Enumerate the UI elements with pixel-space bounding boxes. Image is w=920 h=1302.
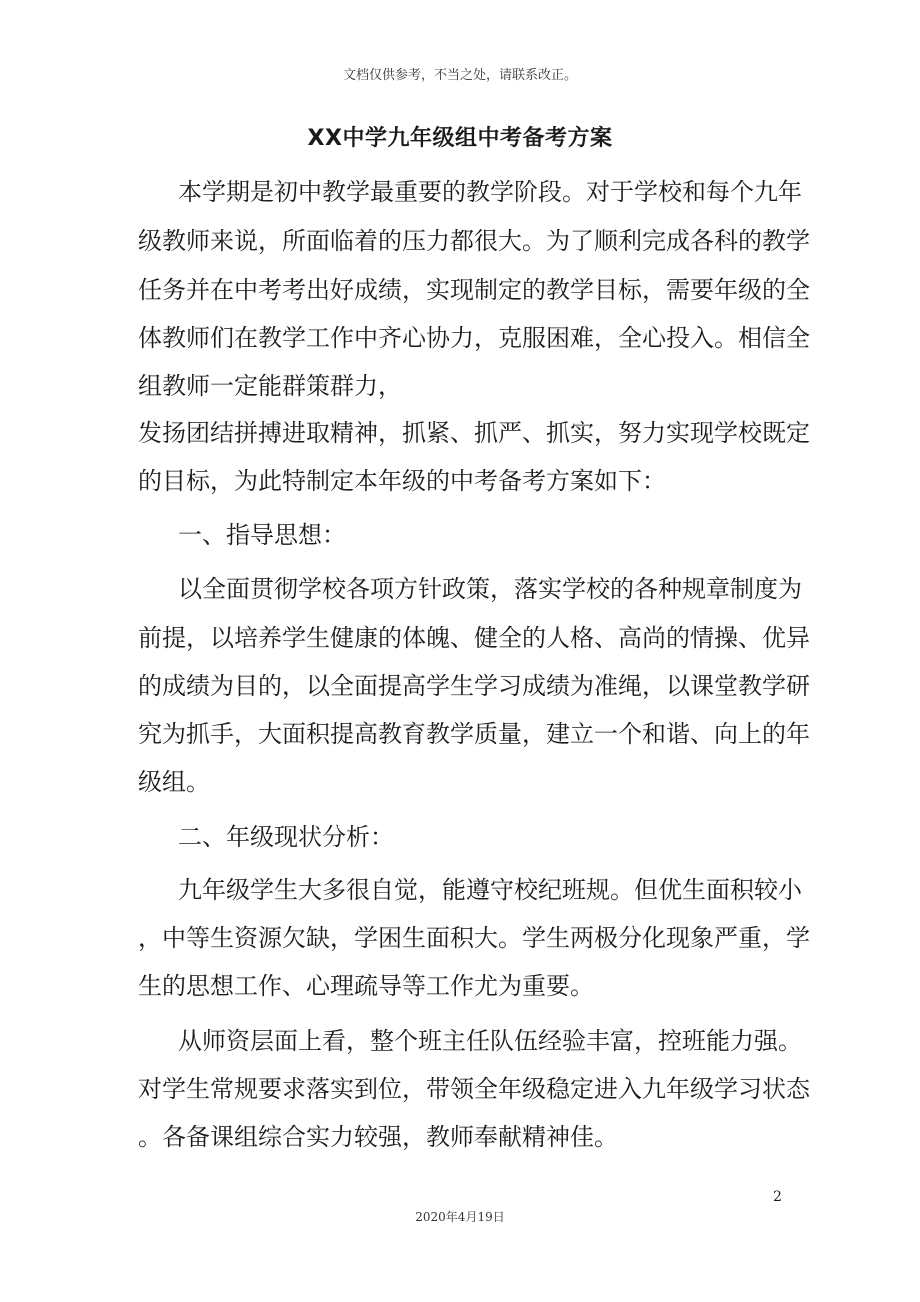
section-heading: 一、指导思想： [178, 521, 346, 549]
page-number: 2 [773, 1189, 782, 1205]
section-heading: 二、年级现状分析： [178, 823, 394, 851]
intro-line: 发扬团结拼搏进取精神，抓紧、抓严、抓实，努力实现学校既定 [138, 419, 810, 447]
intro-line: 组教师一定能群策群力， [138, 372, 402, 400]
section2-line: 。各备课组综合实力较强，教师奉献精神佳。 [138, 1123, 618, 1151]
section2-line: ，中等生资源欠缺，学困生面积大。学生两极分化现象严重，学 [138, 924, 810, 952]
header-note: 文档仅供参考，不当之处，请联系改正。 [342, 68, 577, 83]
section1-line: 究为抓手，大面积提高教育教学质量，建立一个和谐、向上的年 [138, 720, 810, 748]
intro-line: 体教师们在教学工作中齐心协力，克服困难，全心投入。相信全 [138, 324, 810, 352]
intro-line: 级教师来说，所面临着的压力都很大。为了顺利完成各科的教学 [138, 227, 810, 255]
section2-line: 对学生常规要求落实到位，带领全年级稳定进入九年级学习状态 [138, 1075, 810, 1103]
section1-line: 前提，以培养学生健康的体魄、健全的人格、高尚的情操、优异 [138, 624, 810, 652]
section2-line: 九年级学生大多很自觉，能遵守校纪班规。但优生面积较小 [178, 876, 802, 904]
section2-line: 从师资层面上看，整个班主任队伍经验丰富，控班能力强。 [178, 1027, 802, 1055]
section1-line: 的成绩为目的，以全面提高学生学习成绩为准绳，以课堂教学研 [138, 672, 810, 700]
section1-line: 以全面贯彻学校各项方针政策，落实学校的各种规章制度为 [178, 575, 802, 603]
intro-line: 的目标，为此特制定本年级的中考备考方案如下： [138, 467, 666, 495]
intro-line: 任务并在中考考出好成绩，实现制定的教学目标，需要年级的全 [138, 276, 810, 304]
document-title: XX中学九年级组中考备考方案 [307, 126, 613, 151]
section1-line: 级组。 [138, 768, 210, 796]
footer-date: 2020年4月19日 [415, 1210, 505, 1224]
section2-line: 生的思想工作、心理疏导等工作尤为重要。 [138, 972, 594, 1000]
intro-line: 本学期是初中教学最重要的教学阶段。对于学校和每个九年 [178, 178, 802, 206]
